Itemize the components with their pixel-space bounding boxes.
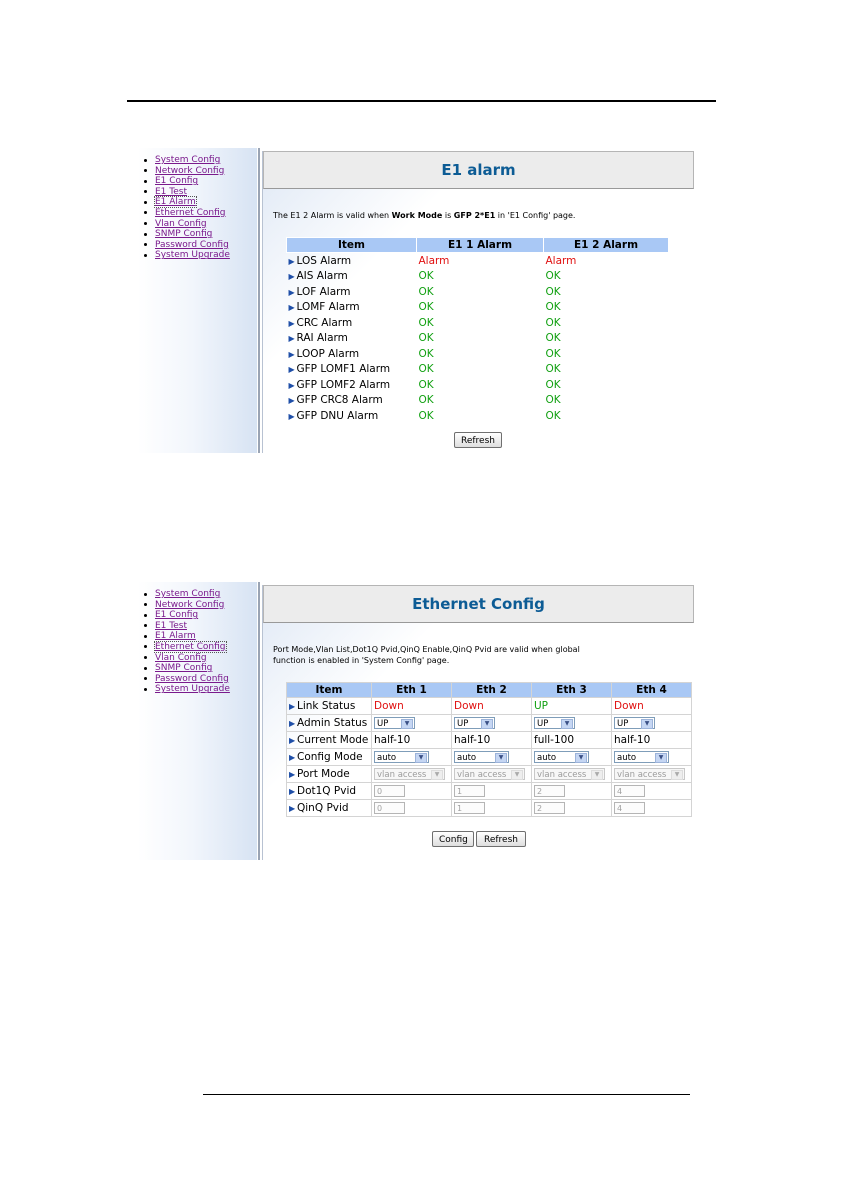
sidebar-item-vlan-config[interactable]: Vlan Config xyxy=(155,218,207,229)
current-mode-eth2: half-10 xyxy=(452,732,532,749)
sidebar-item-e1-alarm[interactable]: E1 Alarm xyxy=(155,197,196,208)
qinq-pvid-cell-eth3 xyxy=(532,800,612,817)
dot1q-pvid-cell-eth3 xyxy=(532,783,612,800)
chevron-down-icon: ▼ xyxy=(415,753,427,763)
port-mode-cell-eth3 xyxy=(532,766,612,783)
link-status-eth4: Down xyxy=(612,698,692,715)
link-status-eth2: Down xyxy=(452,698,532,715)
table-row xyxy=(287,300,669,316)
arrow-right-icon: ▶ xyxy=(289,702,296,711)
sidebar-item-ethernet-config[interactable]: Ethernet Config xyxy=(155,207,226,218)
e1-alarm-note: The E1 2 Alarm is valid when Work Mode is GFP 2*E1 in 'E1 Config' page. xyxy=(273,211,576,220)
port-mode-select-eth3: vlan access ▼ xyxy=(534,768,605,780)
table-row xyxy=(287,408,669,424)
sidebar-item-e1-alarm[interactable]: E1 Alarm xyxy=(155,631,196,642)
config-mode-cell-eth4 xyxy=(612,749,692,766)
table-row xyxy=(287,715,692,732)
row-label-cell: ▶ Dot1Q Pvid xyxy=(287,783,372,800)
port-mode-cell-eth1 xyxy=(372,766,452,783)
table-row xyxy=(287,377,669,393)
alarm-item-cell: ▶ GFP LOMF1 Alarm xyxy=(288,363,391,376)
dot1q-pvid-cell-eth1 xyxy=(372,783,452,800)
e1-2-status: OK xyxy=(545,378,561,391)
dot1q-pvid-input-eth1: 0 xyxy=(374,785,405,797)
header-rule xyxy=(127,100,716,102)
arrow-right-icon: ▶ xyxy=(288,272,295,282)
e1-2-status: OK xyxy=(545,363,561,376)
ethernet-config-panel xyxy=(262,585,694,860)
config-mode-select-eth3[interactable]: auto ▼ xyxy=(534,751,589,763)
current-mode-eth3: full-100 xyxy=(532,732,612,749)
alarm-item-cell: ▶ LOF Alarm xyxy=(288,285,351,298)
chevron-down-icon: ▼ xyxy=(481,719,493,729)
sidebar-item-system-upgrade[interactable]: System Upgrade xyxy=(155,250,230,261)
column-header-e1-2: E1 2 Alarm xyxy=(544,238,669,253)
arrow-right-icon: ▶ xyxy=(288,349,295,359)
e1-2-status: OK xyxy=(545,332,561,345)
port-mode-select-eth1: vlan access ▼ xyxy=(374,768,445,780)
table-row xyxy=(287,284,669,300)
arrow-right-icon: ▶ xyxy=(288,334,295,344)
sidebar-item-system-config[interactable]: System Config xyxy=(155,155,221,165)
e1-2-status: OK xyxy=(545,409,561,422)
refresh-button[interactable]: Refresh xyxy=(454,432,502,448)
arrow-right-icon: ▶ xyxy=(288,396,295,406)
alarm-item-cell: ▶ LOOP Alarm xyxy=(288,347,360,360)
arrow-right-icon: ▶ xyxy=(289,770,296,779)
e1-alarm-panel xyxy=(262,151,694,453)
e1-1-status: OK xyxy=(418,270,434,283)
alarm-item-cell: ▶ RAI Alarm xyxy=(288,332,348,345)
current-mode-eth1: half-10 xyxy=(372,732,452,749)
config-mode-cell-eth2 xyxy=(452,749,532,766)
e1-1-status: OK xyxy=(418,378,434,391)
qinq-pvid-input-eth1: 0 xyxy=(374,802,405,814)
column-header-eth4: Eth 4 xyxy=(612,683,692,698)
qinq-pvid-cell-eth2 xyxy=(452,800,532,817)
column-header-eth1: Eth 1 xyxy=(372,683,452,698)
e1-1-status: OK xyxy=(418,394,434,407)
sidebar-item-ethernet-config[interactable]: Ethernet Config xyxy=(155,641,226,652)
sidebar-item-e1-config[interactable]: E1 Config xyxy=(155,610,199,621)
sidebar-nav xyxy=(138,148,257,453)
e1-2-status: OK xyxy=(545,301,561,314)
config-mode-select-eth4[interactable]: auto ▼ xyxy=(614,751,669,763)
arrow-right-icon: ▶ xyxy=(289,753,296,762)
e1-1-status: OK xyxy=(418,301,434,314)
sidebar-item-snmp-config[interactable]: SNMP Config xyxy=(155,663,213,674)
config-mode-select-eth2[interactable]: auto ▼ xyxy=(454,751,509,763)
ethernet-note: Port Mode,Vlan List,Dot1Q Pvid,QinQ Enable,QinQ Pvid are valid when global function is enabled in 'System Config' page. xyxy=(273,645,580,665)
qinq-pvid-cell-eth1 xyxy=(372,800,452,817)
admin-status-select-eth4[interactable]: UP ▼ xyxy=(614,717,655,729)
arrow-right-icon: ▶ xyxy=(288,303,295,313)
ethernet-config-table xyxy=(286,682,692,817)
table-row xyxy=(287,800,692,817)
config-button[interactable]: Config xyxy=(432,831,474,847)
table-row xyxy=(287,749,692,766)
chevron-down-icon: ▼ xyxy=(401,719,413,729)
sidebar-item-password-config[interactable]: Password Config xyxy=(155,239,229,250)
arrow-right-icon: ▶ xyxy=(289,719,296,728)
table-row xyxy=(287,698,692,715)
refresh-button[interactable]: Refresh xyxy=(476,831,526,847)
sidebar-item-e1-test[interactable]: E1 Test xyxy=(155,186,187,197)
row-label-cell: ▶ Admin Status xyxy=(287,715,372,732)
e1-2-status: OK xyxy=(545,285,561,298)
alarm-item-cell: ▶ LOS Alarm xyxy=(288,254,352,267)
admin-status-cell-eth4 xyxy=(612,715,692,732)
table-row xyxy=(287,269,669,285)
e1-2-status: OK xyxy=(545,347,561,360)
e1-1-status: OK xyxy=(418,409,434,422)
qinq-pvid-input-eth2: 1 xyxy=(454,802,485,814)
column-header-eth2: Eth 2 xyxy=(452,683,532,698)
table-row xyxy=(287,783,692,800)
config-mode-cell-eth1 xyxy=(372,749,452,766)
arrow-right-icon: ▶ xyxy=(289,787,296,796)
link-status-eth1: Down xyxy=(372,698,452,715)
config-mode-cell-eth3 xyxy=(532,749,612,766)
admin-status-select-eth3[interactable]: UP ▼ xyxy=(534,717,575,729)
port-mode-select-eth2: vlan access ▼ xyxy=(454,768,525,780)
dot1q-pvid-input-eth2: 1 xyxy=(454,785,485,797)
admin-status-select-eth2[interactable]: UP ▼ xyxy=(454,717,495,729)
column-header-eth3: Eth 3 xyxy=(532,683,612,698)
alarm-item-cell: ▶ CRC Alarm xyxy=(288,316,353,329)
alarm-item-cell: ▶ GFP DNU Alarm xyxy=(288,409,379,422)
chevron-down-icon: ▼ xyxy=(561,719,573,729)
row-label-cell: ▶ Link Status xyxy=(287,698,372,715)
e1-1-status: OK xyxy=(418,316,434,329)
arrow-right-icon: ▶ xyxy=(288,256,295,266)
admin-status-cell-eth1 xyxy=(372,715,452,732)
chevron-down-icon: ▼ xyxy=(495,753,507,763)
sidebar-item-e1-config[interactable]: E1 Config xyxy=(155,176,199,187)
chevron-down-icon: ▼ xyxy=(575,753,587,763)
table-row xyxy=(287,766,692,783)
e1-1-status: OK xyxy=(418,347,434,360)
table-row xyxy=(287,315,669,331)
port-mode-select-eth4: vlan access ▼ xyxy=(614,768,685,780)
current-mode-eth4: half-10 xyxy=(612,732,692,749)
column-header-item: Item xyxy=(287,683,372,698)
alarm-item-cell: ▶ LOMF Alarm xyxy=(288,301,360,314)
e1-2-status: OK xyxy=(545,394,561,407)
sidebar-item-password-config[interactable]: Password Config xyxy=(155,673,229,684)
sidebar-item-e1-test[interactable]: E1 Test xyxy=(155,620,187,631)
page-title: Ethernet Config xyxy=(263,585,694,623)
column-header-e1-1: E1 1 Alarm xyxy=(417,238,544,253)
config-mode-select-eth1[interactable]: auto ▼ xyxy=(374,751,429,763)
sidebar-item-snmp-config[interactable]: SNMP Config xyxy=(155,229,213,240)
chevron-down-icon: ▼ xyxy=(591,770,603,780)
arrow-right-icon: ▶ xyxy=(289,736,296,745)
arrow-right-icon: ▶ xyxy=(288,411,295,421)
column-header-item: Item xyxy=(287,238,417,253)
dot1q-pvid-cell-eth4 xyxy=(612,783,692,800)
dot1q-pvid-input-eth3: 2 xyxy=(534,785,565,797)
admin-status-select-eth1[interactable]: UP ▼ xyxy=(374,717,415,729)
row-label-cell: ▶ Current Mode xyxy=(287,732,372,749)
e1-alarm-screenshot xyxy=(138,148,697,453)
port-mode-cell-eth4 xyxy=(612,766,692,783)
e1-1-status: Alarm xyxy=(418,254,450,267)
table-row xyxy=(287,346,669,362)
e1-1-status: OK xyxy=(418,332,434,345)
e1-2-status: Alarm xyxy=(545,254,577,267)
row-label-cell: ▶ Port Mode xyxy=(287,766,372,783)
e1-2-status: OK xyxy=(545,270,561,283)
sidebar-item-vlan-config[interactable]: Vlan Config xyxy=(155,652,207,663)
chevron-down-icon: ▼ xyxy=(671,770,683,780)
e1-1-status: OK xyxy=(418,285,434,298)
admin-status-cell-eth3 xyxy=(532,715,612,732)
table-row xyxy=(287,732,692,749)
qinq-pvid-input-eth3: 2 xyxy=(534,802,565,814)
sidebar-nav xyxy=(138,582,257,860)
table-row xyxy=(287,253,669,269)
qinq-pvid-cell-eth4 xyxy=(612,800,692,817)
port-mode-cell-eth2 xyxy=(452,766,532,783)
dot1q-pvid-input-eth4: 4 xyxy=(614,785,645,797)
alarm-item-cell: ▶ GFP LOMF2 Alarm xyxy=(288,378,391,391)
e1-alarm-table xyxy=(286,237,669,424)
chevron-down-icon: ▼ xyxy=(641,719,653,729)
dot1q-pvid-cell-eth2 xyxy=(452,783,532,800)
arrow-right-icon: ▶ xyxy=(288,365,295,375)
table-row xyxy=(287,393,669,409)
alarm-item-cell: ▶ GFP CRC8 Alarm xyxy=(288,394,383,407)
row-label-cell: ▶ Config Mode xyxy=(287,749,372,766)
chevron-down-icon: ▼ xyxy=(655,753,667,763)
table-row xyxy=(287,362,669,378)
sidebar-divider xyxy=(258,148,260,453)
sidebar-divider xyxy=(258,582,260,860)
arrow-right-icon: ▶ xyxy=(288,287,295,297)
row-label-cell: ▶ QinQ Pvid xyxy=(287,800,372,817)
sidebar-item-network-config[interactable]: Network Config xyxy=(155,599,225,610)
arrow-right-icon: ▶ xyxy=(288,318,295,328)
alarm-item-cell: ▶ AIS Alarm xyxy=(288,270,348,283)
table-row xyxy=(287,331,669,347)
page-title: E1 alarm xyxy=(263,151,694,189)
link-status-eth3: UP xyxy=(532,698,612,715)
arrow-right-icon: ▶ xyxy=(289,804,296,813)
footer-rule xyxy=(203,1094,690,1095)
e1-1-status: OK xyxy=(418,363,434,376)
chevron-down-icon: ▼ xyxy=(511,770,523,780)
ethernet-config-screenshot xyxy=(138,582,697,860)
qinq-pvid-input-eth4: 4 xyxy=(614,802,645,814)
admin-status-cell-eth2 xyxy=(452,715,532,732)
sidebar-item-system-config[interactable]: System Config xyxy=(155,589,221,599)
chevron-down-icon: ▼ xyxy=(431,770,443,780)
e1-2-status: OK xyxy=(545,316,561,329)
sidebar-item-network-config[interactable]: Network Config xyxy=(155,165,225,176)
sidebar-item-system-upgrade[interactable]: System Upgrade xyxy=(155,684,230,695)
arrow-right-icon: ▶ xyxy=(288,380,295,390)
